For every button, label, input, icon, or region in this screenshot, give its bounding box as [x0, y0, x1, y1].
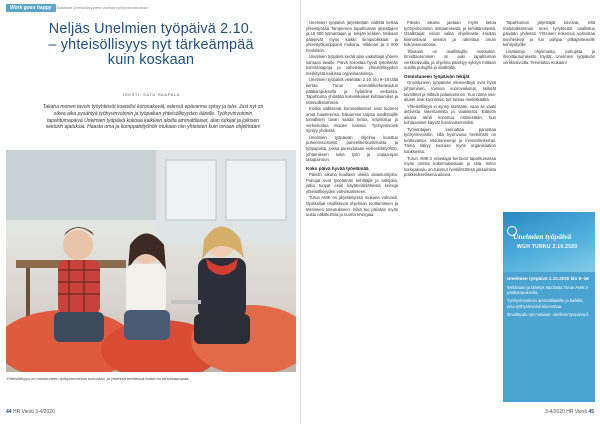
body-paragraph: Lisätietoja ohjelmasta, puhujista ja ilmoittautumisesta löydät Unelmien työpäivän verkkosivuilta. Tervetuloa mukaan! [503, 48, 595, 65]
ad-headline: Unelmien työpäivä 2.10.2020 klo 9–16 [507, 276, 589, 281]
body-paragraph: Tilaisuus on osallistujille maksuton. Ilmoittautuminen on auki tapahtuman verkkosivuilla, ja ohjelma päivittyy syksyn mittaan uusilla puhujilla ja sisällöillä. [404, 48, 496, 71]
photo-caption: Yhteisöllisyys on onnistuneen työhyvinvoinnin kulmakivi, ja yhdessä tehtäessä kaikki on tehokkaampaa. [6, 376, 190, 381]
ad-paragraph-2: Työhyvinvoinnin ammattilaisille ja kaikille, joita työhyvinvointi kiinnostaa. [507, 298, 584, 309]
title-line-3: kuin koskaan [107, 52, 195, 68]
body-paragraph: Onnistuneen työpäivän elementtejä ovat hyvä johtaminen, toimiva vuorovaikutus, selkeät tavoitteet ja riittävä palautuminen. Kun nämä osa-alueet ovat kunnossa, työ tuntuu mielekkäältä. [404, 80, 496, 103]
article-photo [6, 150, 296, 372]
event-ad[interactable] [503, 212, 595, 402]
page-fold [300, 0, 301, 424]
body-paragraph: Unelmien työpäivä kerää alan vaikuttajat yhteen samaan lavalle. Päivä korostaa hyviä työelämän toimintatapoja ja vahvistaa yhteisöllisyyden merkitystä kaikissa organisaatioissa. [306, 54, 398, 76]
body-column-1 [306, 20, 398, 219]
body-paragraph: Unelmien työpäivä vietetään 2.10. klo 9–16 tällä kertaa Turun ammattikorkeakoulun pääkampuksella ja hybridinä verkossa. Tapahtuma yhdistää kasvokkaiset kohtaamiset ja etäosallistumisen. [306, 77, 398, 105]
folio-left [6, 409, 55, 415]
body-paragraph: Turun AMK on järjestelyissä mukana vahvasti. Opiskelijat osallistuvat ohjelman tuottamiseen ja tekniseen toteutukseen, mikä tuo päivään myös uusia näkökulmia ja nuorta energiaa. [306, 195, 398, 218]
body-paragraph: Unelmien työpäivän ohjelma koostuu puheenvuoroista, paneelikeskusteluista ja työpajoista, joissa pureudutaan esihenkilötyöhön, johtamiseen sekä työn ja vapaa-ajan tasapainoon. [306, 134, 398, 163]
folio-right [545, 409, 594, 415]
page-number-right: 45 [588, 409, 594, 415]
byline: TEKSTI: SATU HAAPALA [122, 92, 180, 97]
body-paragraph: Yhteisöllisyys ei synny itsestään, vaan se vaatii aktiivista rakentamista ja vaalimista. Etätyön aikana tämä korostuu entisestään, kun kohtaamiset käyvät harvinaisemmiksi. [404, 103, 496, 126]
body-paragraph: Tapahtuman järjestäjät toivovat, että mahdollisimman moni työyhteisö osallistuu päivään yhdessä. Yhteinen kokemus vahvistaa tiimihenkeä ja luo pohjaa pitkäjänteiselle kehitystyölle. [503, 20, 595, 48]
issue-right: 3-4/2020 [545, 409, 565, 415]
body-paragraph: Unelmien työpäivä järjestetään viidettä kertaa yhteistyössä Tampereen tapahtuman järjestäjien ja 15 000 työnantajan ja -tekijän kesken. Mukaan pääsevät myös kaikki tiimipuolikkaat ja yhteistyökumppanit mukana. Viikkoon ja 3 000 henkilöön. [306, 20, 398, 53]
issue-left: 3-4/2020 [35, 409, 55, 415]
title-line-1: Neljäs Unelmien työpäivä 2.10. [48, 21, 254, 37]
section-tag: Work goes happy [6, 4, 56, 12]
subheading: Onnistuneen työpäivän tekijät [404, 73, 470, 79]
body-paragraph: Päivän aikana jaetaan myös tietoa työhyvinvoinnin mittaamisesta ja kehittämisestä. Osallistujat voivat valita ohjelmasta itseään kiinnostavat sessiot ja rakentaa oman kokonaisuutensa. [404, 20, 496, 48]
page-number-left: 44 [6, 409, 12, 415]
ad-banner [503, 212, 595, 272]
ad-paragraph-3: Ilmoittaudu nyt mukaan: unelmientyopaiva.fi [507, 312, 589, 318]
title-line-2: – yhteisöllisyys nyt tärkeämpää [48, 36, 254, 53]
body-column-2 [404, 20, 496, 179]
body-column-3 [503, 20, 595, 66]
article-title [6, 22, 296, 69]
magazine-name-right: HR Viesti [566, 409, 588, 415]
subheading: Koko päivä hyvää työelämää [306, 165, 369, 171]
ad-logo-text: Unelmien työpäivä [513, 232, 572, 241]
lead-paragraph: Takana monen tavoin työyhteisöt koetellut koronakevät, edessä epävarma syksy ja talvi. Just nyt on oikea aika pysähtyä työhyvinvoinnin ja työpaikan yhteisöllisyyden äärelle. Työhyvinvoinnin tapahtumapäivä Unelmien työpäivä kokoaa kaikkien aloilta ammattilaiset, alan tutkijat ja julkisen sektorin ajatuksia. Haasta oma ja kumppanityöhön mukaan niin yhteisten kuin omaan ohjelmaan! [42, 104, 264, 131]
body-paragraph: Turun AMK:n edustajat kertovat tapahtumassa myös omista kokemuksistaan ja siitä, miten korkeakoulu on tukenut henkilöstönsä jaksamista poikkeuksellisena aikana. [404, 155, 496, 178]
body-paragraph: Työnantajien kannattaa panostaa työhyvinvointiin, sillä hyvinvoiva henkilöstö on tuottavampi, sitoutuneempi ja innovatiivisempi. Tämä näkyy suoraan myös organisaation tuloksessa. [404, 126, 496, 155]
ad-subtitle: WGH TURKU 2.10.2020 [517, 244, 578, 250]
body-paragraph: Päivän aikana kuullaan useita asiantuntijoita. Puhujat ovat työelämän kehittäjiä ja tutkijoita, jotka tuovat esiin käytännönläheisiä keinoja yhteisöllisyyden vahvistamiseen. [306, 172, 398, 194]
body-paragraph: Koska vallitsevat koronatilanteet ovat tuoneet omat haasteensa, haluamme tarjota osallistujille turvallisen tavan saada tietoa, inspiroitua ja verkostoitua muiden kanssa. Työhyvinvointi syntyy yhdessä. [306, 106, 398, 134]
section-strap: Tutkitaan yhteisöllisyyden voimaa työhyvinvoinnissa [56, 5, 148, 10]
photo-illustration [6, 150, 296, 372]
magazine-name-left: HR Viesti [12, 409, 34, 415]
ad-body [503, 272, 595, 325]
ad-paragraph-1: Webinaari ja lähetys studiosta Turun AMK:n pääkampukselta. [507, 284, 588, 295]
